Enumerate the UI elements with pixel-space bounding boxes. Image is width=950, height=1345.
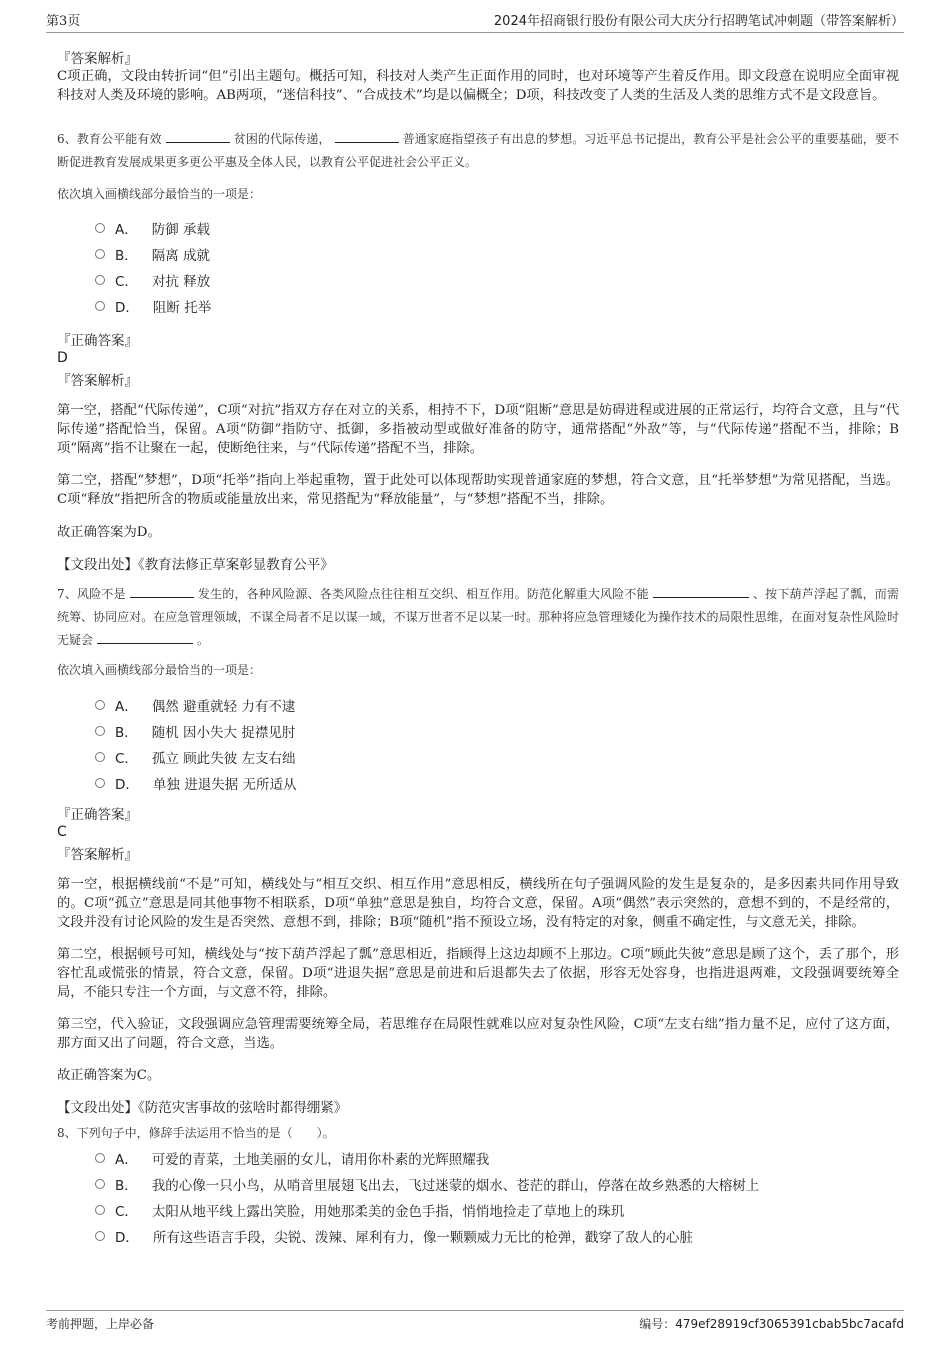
page-footer: [46, 1310, 904, 1332]
radio-icon[interactable]: [95, 1153, 105, 1163]
q7-stem: 7、风险不是 发生的，各种风险源、各类风险点往往相互交织、相互作用。防范化解重大风险不能 、按下葫芦浮起了瓢，而需统筹、协同应对。在应急管理领域，不谋全局者不足以谋一域，不谋万世者不足以某一时。那种将应急管理矮化为操作技术的局限性思维，在面对复杂性风险时无疑会 。: [57, 587, 899, 647]
blank-line: [653, 586, 749, 598]
q8-option-a[interactable]: A． 可爱的青菜，土地美丽的女儿，请用你朴素的光辉照耀我: [57, 1145, 899, 1171]
footer-slogan: 考前押题，上岸必备: [46, 1317, 155, 1331]
blank-line: [97, 632, 193, 644]
q8-option-b[interactable]: B． 我的心像一只小鸟，从哨音里展翅飞出去，飞过迷蒙的烟水、苍茫的群山，停落在故乡熟悉的大榕树上: [57, 1171, 899, 1197]
q6-explanation-2: 第二空，搭配“梦想”，D项“托举”指向上举起重物，置于此处可以体现帮助实现普通家庭的梦想，符合文意，且“托举梦想”为常见搭配，当选。C项“释放”指把所含的物质或能量放出来，常见搭配为“释放能量”，与“梦想”搭配不当，排除。: [57, 473, 899, 507]
correct-answer-label: 『正确答案』: [57, 807, 138, 823]
radio-icon[interactable]: [95, 726, 105, 736]
radio-icon[interactable]: [95, 1179, 105, 1189]
q8-option-c[interactable]: C． 太阳从地平线上露出笑脸，用她那柔美的金色手指，悄悄地捡走了草地上的珠玑: [57, 1197, 899, 1223]
blank-line: [166, 131, 230, 143]
q6-option-c[interactable]: C． 对抗 释放: [57, 267, 899, 293]
page-content: [57, 44, 899, 1249]
q7-option-c[interactable]: C． 孤立 顾此失彼 左支右绌: [57, 744, 899, 770]
page-number: 第3页: [46, 14, 81, 29]
q7-option-a[interactable]: A． 偶然 避重就轻 力有不逮: [57, 692, 899, 718]
q8-stem: 8、下列句子中，修辞手法运用不恰当的是（ ）。: [57, 1126, 335, 1140]
q8-option-d[interactable]: D． 所有这些语言手段，尖锐、泼辣、犀利有力，像一颗颗威力无比的枪弹，戳穿了敌人的心脏: [57, 1223, 899, 1249]
q6-stem: 6、教育公平能有效 贫困的代际传递， 普通家庭指望孩子有出息的梦想。习近平总书记提出，教育公平是社会公平的重要基础，要不断促进教育发展成果更多更公平惠及全体人民，以教育公平促进社会公平正义。: [57, 132, 899, 169]
analysis-label: 『答案解析』: [57, 51, 138, 67]
radio-icon[interactable]: [95, 275, 105, 285]
q7-source: 【文段出处】《防范灾害事故的弦啥时都得绷紧》: [57, 1100, 348, 1116]
q7-option-b[interactable]: B． 随机 因小失大 捉襟见肘: [57, 718, 899, 744]
q7-answer: C: [57, 824, 67, 840]
radio-icon[interactable]: [95, 778, 105, 788]
q7-options: [57, 692, 899, 796]
blank-line: [130, 586, 194, 598]
radio-icon[interactable]: [95, 1231, 105, 1241]
q6-conclusion: 故正确答案为D。: [57, 525, 161, 540]
q6-option-a[interactable]: A． 防御 承载: [57, 215, 899, 241]
q7-option-d[interactable]: D． 单独 进退失据 无所适从: [57, 770, 899, 796]
analysis-label: 『答案解析』: [57, 847, 138, 863]
q6-option-d[interactable]: D． 阻断 托举: [57, 293, 899, 319]
radio-icon[interactable]: [95, 249, 105, 259]
q6-options: [57, 215, 899, 319]
document-code: 编号：479ef28919cf3065391cbab5bc7acafd: [639, 1317, 904, 1331]
analysis-label: 『答案解析』: [57, 373, 138, 389]
page-header: [46, 10, 904, 33]
q6-source: 【文段出处】《教育法修正草案彰显教育公平》: [57, 557, 334, 573]
q7-explanation-3: 第三空，代入验证，文段强调应急管理需要统筹全局，若思维存在局限性就难以应对复杂性风险，C项“左支右绌”指力量不足，应付了这方面，那方面又出了问题，符合文意，当选。: [57, 1017, 899, 1051]
q6-explanation-1: 第一空，搭配“代际传递”，C项“对抗”指双方存在对立的关系，相持不下，D项“阻断”意思是妨碍进程或进展的正常运行，均符合文意，且与“代际传递”搭配恰当，保留。A项“防御”指防守、抵御，多指被动型或做好准备的防守，通常搭配“外敌”等，与“代际传递”搭配不当，排除；B项“隔离”指不让聚在一起，使断绝往来，与“代际传递”搭配不当，排除。: [57, 403, 899, 456]
radio-icon[interactable]: [95, 1205, 105, 1215]
q6-prompt: 依次填入画横线部分最恰当的一项是：: [57, 187, 262, 201]
document-title: 2024年招商银行股份有限公司大庆分行招聘笔试冲刺题（带答案解析）: [493, 14, 904, 29]
correct-answer-label: 『正确答案』: [57, 333, 138, 349]
radio-icon[interactable]: [95, 301, 105, 311]
q7-conclusion: 故正确答案为C。: [57, 1068, 161, 1083]
q6-answer: D: [57, 350, 68, 366]
q6-option-b[interactable]: B． 隔离 成就: [57, 241, 899, 267]
q8-options: [57, 1145, 899, 1249]
q7-explanation-2: 第二空，根据顿号可知，横线处与“按下葫芦浮起了瓢”意思相近，指顾得上这边却顾不上那边。C项“顾此失彼”意思是顾了这个，丢了那个，形容忙乱或慌张的情景，符合文意，保留。D项“进退失据”意思是前进和后退都失去了依据，形容无处容身，也指进退两难，文段强调要统筹全局，不能只专注一个方面，与文意不符，排除。: [57, 947, 899, 1000]
q7-prompt: 依次填入画横线部分最恰当的一项是：: [57, 663, 262, 677]
q7-explanation-1: 第一空，根据横线前“不是”可知，横线处与“相互交织、相互作用”意思相反，横线所在句子强调风险的发生是复杂的，是多因素共同作用导致的。C项“孤立”意思是同其他事物不相联系，D项“单独”意思是独自，均符合文意，保留。A项“偶然”表示突然的，意想不到的，不是经常的，文段并没有讨论风险的发生是否突然、意想不到，排除；B项“随机”指不预设立场，没有特定的对象，侧重不确定性，与文意无关，排除。: [57, 877, 899, 930]
radio-icon[interactable]: [95, 752, 105, 762]
blank-line: [335, 131, 399, 143]
radio-icon[interactable]: [95, 700, 105, 710]
radio-icon[interactable]: [95, 223, 105, 233]
q5-analysis: C项正确，文段由转折词“但”引出主题句。概括可知，科技对人类产生正面作用的同时，也对环境等产生着反作用。即文段意在说明应全面审视科技对人类及环境的影响。AB两项，“迷信科技”、“合成技术”均是以偏概全；D项，科技改变了人类的生活及人类的思维方式不是文段意旨。: [57, 69, 899, 103]
